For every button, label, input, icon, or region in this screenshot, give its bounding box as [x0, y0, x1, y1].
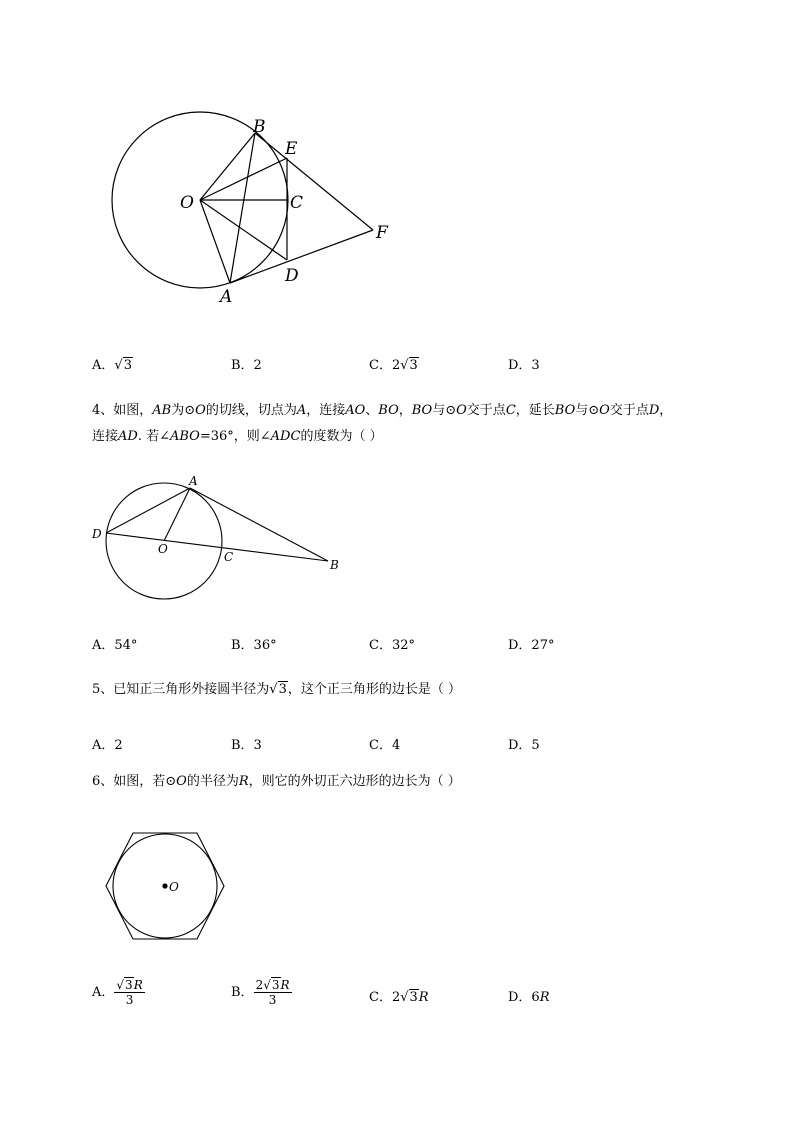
text: ， [659, 403, 673, 418]
var: R [238, 774, 249, 789]
center-dot [162, 883, 167, 888]
var: AD [118, 429, 138, 444]
q6-option-b [231, 978, 292, 1007]
segment-oe [200, 158, 287, 200]
text: ，则它的外切正六边形的边长为（ ） [248, 774, 461, 789]
text: 的半径为 [186, 774, 239, 789]
label-b: B [253, 117, 266, 137]
text: 连接 [92, 429, 119, 444]
option-letter: C．2 [369, 990, 401, 1005]
question-5 [92, 677, 461, 703]
label-o: O [180, 193, 194, 213]
var: BO [378, 403, 399, 418]
var: O [176, 774, 187, 789]
radicand: 3 [125, 978, 133, 992]
var: R [418, 990, 429, 1005]
text: 与⊙ [575, 403, 600, 418]
var: O [456, 403, 467, 418]
radicand: 3 [278, 682, 287, 697]
label-e: E [285, 139, 298, 159]
text: 交于点 [466, 403, 506, 418]
text: . 若∠ [137, 429, 170, 444]
figure-q4 [88, 472, 348, 607]
q4-option-a: A．54° [92, 638, 138, 653]
text: 为⊙ [171, 403, 196, 418]
q5-option-b: B．3 [231, 738, 262, 753]
option-letter: A． [92, 985, 115, 1000]
text: 、 [365, 403, 379, 418]
radicand: 3 [409, 990, 418, 1005]
label-b: B [330, 558, 339, 572]
q3-option-d: D．3 [508, 358, 540, 373]
radicand: 3 [409, 358, 418, 373]
segment-bf [255, 133, 373, 230]
label-f: F [376, 223, 388, 243]
q5-option-c: C．4 [369, 738, 401, 753]
text: ， [398, 403, 412, 418]
segment-oa [200, 200, 230, 283]
text: ，这个正三角形的边长是（ ） [287, 682, 461, 697]
question-6 [92, 769, 461, 795]
var: BO [411, 403, 433, 418]
text: 交于点 [609, 403, 649, 418]
var: ABO [170, 429, 200, 444]
var: AO [345, 403, 366, 418]
label-d: D [92, 527, 102, 541]
q5-option-a: A．2 [92, 738, 123, 753]
figure-q3 [100, 110, 410, 310]
segment-da [106, 488, 190, 533]
coefficient: 2 [255, 978, 264, 992]
q4-option-b: B．36° [231, 638, 277, 653]
option-letter: D．6 [508, 990, 540, 1005]
sqrt-expression: √3 [400, 990, 418, 1005]
option-letter: A． [92, 358, 115, 373]
option-letter: C．2 [369, 358, 401, 373]
radicand: 3 [123, 358, 132, 373]
denominator: 3 [268, 993, 277, 1007]
text: 5、已知正三角形外接圆半径为 [92, 682, 270, 697]
segment-ab [190, 488, 328, 561]
var: O [599, 403, 610, 418]
fraction [114, 978, 144, 1007]
text: ，延长 [515, 403, 555, 418]
text: ，连接 [306, 403, 346, 418]
sqrt-expression: √3 [400, 358, 418, 373]
sqrt-expression: √3 [269, 682, 287, 697]
var: D [648, 403, 660, 418]
var: A [296, 403, 307, 418]
label-c: C [290, 193, 304, 213]
var: O [195, 403, 206, 418]
var: AB [152, 403, 172, 418]
var: R [133, 978, 143, 992]
text: 与⊙ [432, 403, 457, 418]
q3-option-a [92, 354, 133, 373]
segment-ba [230, 133, 255, 283]
radicand: 3 [271, 978, 280, 992]
q5-option-d: D．5 [508, 738, 540, 753]
question-4-line-2 [92, 424, 383, 450]
var: R [539, 990, 550, 1005]
text: 4、如图， [92, 403, 153, 418]
text: 的切线，切点为 [205, 403, 297, 418]
text: =36°，则∠ [199, 429, 271, 444]
segment-ao [164, 488, 190, 541]
var: BO [554, 403, 576, 418]
q4-option-d: D．27° [508, 638, 555, 653]
numerator: √3R [116, 978, 143, 992]
q6-option-d [508, 986, 550, 1005]
sqrt-expression: √3 [114, 358, 132, 373]
denominator: 3 [125, 993, 134, 1007]
q6-option-a [92, 978, 145, 1007]
segment-af [230, 230, 373, 283]
var: C [505, 403, 516, 418]
segment-ob [200, 133, 255, 200]
segment-od [200, 200, 287, 260]
q3-option-b: B．2 [231, 358, 262, 373]
label-c: C [224, 550, 234, 564]
q6-option-c [369, 986, 429, 1005]
label-a: A [189, 474, 198, 488]
var: ADC [270, 429, 301, 444]
option-letter: B． [231, 985, 254, 1000]
text: 6、如图，若⊙ [92, 774, 177, 789]
figure-q6 [100, 825, 230, 945]
fraction [254, 978, 292, 1007]
q3-option-c [369, 354, 419, 373]
q4-option-c: C．32° [369, 638, 415, 653]
segment-db [106, 533, 328, 561]
numerator: 2√3R [255, 978, 290, 992]
text: 的度数为（ ） [300, 429, 383, 444]
label-o: O [158, 542, 168, 556]
question-4-line-1 [92, 398, 672, 424]
label-o: O [169, 880, 179, 894]
label-a: A [220, 287, 233, 307]
var: R [280, 978, 290, 992]
label-d: D [285, 266, 299, 286]
